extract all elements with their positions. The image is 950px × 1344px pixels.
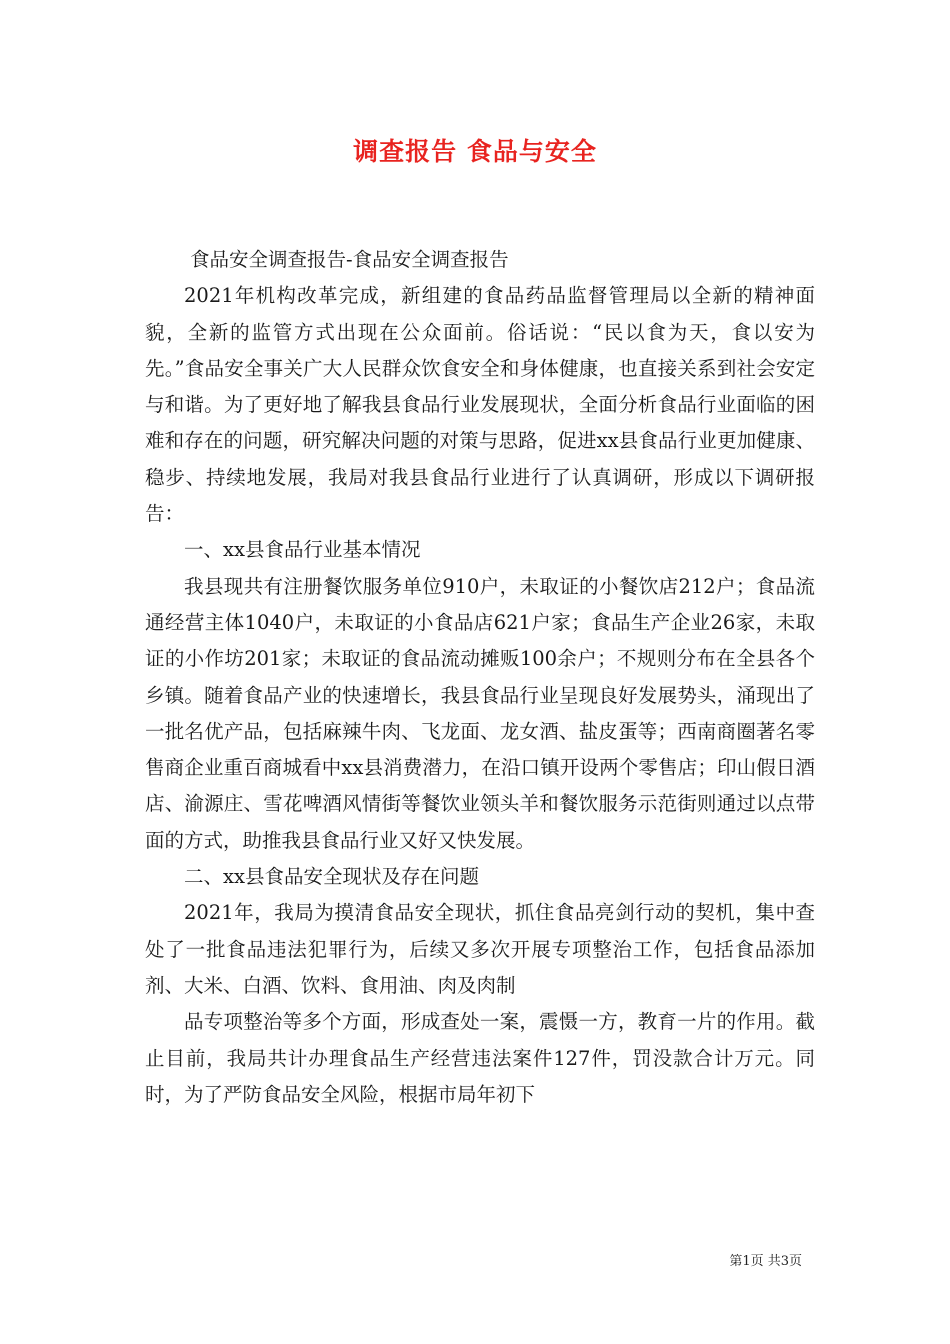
paragraph-intro: 2021年机构改革完成，新组建的食品药品监督管理局以全新的精神面貌，全新的监管方式出现在公众面前。俗话说：“民以食为天，食以安为先。”食品安全事关广大人民群众饮食安全和身体健康，也直接关系到社会安定与和谐。为了更好地了解我县食品行业发展现状，全面分析食品行业面临的困难和存在的问题，研究解决问题的对策与思路，促进xx县食品行业更加健康、稳步、持续地发展，我局对我县食品行业进行了认真调研，形成以下调研报告： xyxy=(145,284,815,526)
document-subtitle: 食品安全调查报告-食品安全调查报告 xyxy=(190,248,509,271)
section-heading-1: 一、xx县食品行业基本情况 xyxy=(184,538,421,562)
paragraph-safety-status: 2021年，我局为摸清食品安全现状，抓住食品亮剑行动的契机，集中查处了一批食品违法犯罪行为，后续又多次开展专项整治工作，包括食品添加剂、大米、白酒、饮料、食用油、肉及肉制 xyxy=(145,901,815,997)
document-title: 调查报告 食品与安全 xyxy=(353,137,597,166)
page-number: 第1页 共3页 xyxy=(729,1254,802,1269)
document-body xyxy=(145,242,815,1113)
paragraph-enforcement: 品专项整治等多个方面，形成查处一案，震慑一方，教育一片的作用。截止目前，我局共计办理食品生产经营违法案件127件，罚没款合计万元。同时，为了严防食品安全风险，根据市局年初下 xyxy=(145,1010,815,1106)
paragraph-basic-situation: 我县现共有注册餐饮服务单位910户，未取证的小餐饮店212户；食品流通经营主体1040户，未取证的小食品店621户家；食品生产企业26家，未取证的小作坊201家；未取证的食品流动摊贩100余户；不规则分布在全县各个乡镇。随着食品产业的快速增长，我县食品行业呈现良好发展势头，涌现出了一批名优产品，包括麻辣牛肉、飞龙面、龙女酒、盐皮蛋等；西南商圈著名零售商企业重百商城看中xx县消费潜力，在沿口镇开设两个零售店；印山假日酒店、渝源庄、雪花啤酒风情街等餐饮业领头羊和餐饮服务示范街则通过以点带面的方式，助推我县食品行业又好又快发展。 xyxy=(145,574,815,852)
section-heading-2: 二、xx县食品安全现状及存在问题 xyxy=(184,865,479,889)
